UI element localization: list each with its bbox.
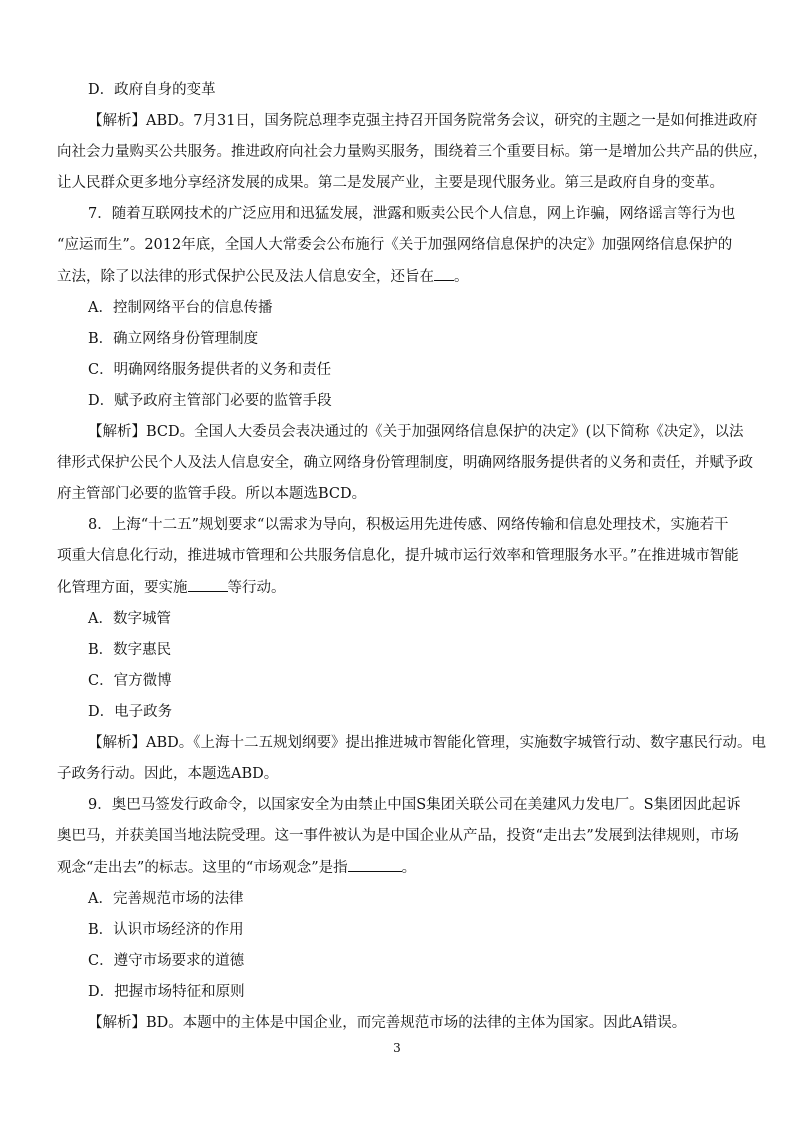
q7-stem-line: “应运而生”。2012年底，全国人大常委会公布施行《关于加强网络信息保护的决定》加强网络信息保护的 xyxy=(57,237,733,253)
q7-stem-line xyxy=(57,266,747,287)
q8-stem-line: 8．上海“十二五”规划要求“以需求为导向，积极运用先进传感、网络传输和信息处理技术，实施若干 xyxy=(88,517,729,533)
q9-stem-end: 。 xyxy=(401,860,417,876)
page-number: 3 xyxy=(393,1041,401,1055)
q9-stem-line: 9．奥巴马签发行政命令，以国家安全为由禁止中国S集团关联公司在美建风力发电厂。S集团因此起诉 xyxy=(88,797,741,813)
q7-stem-line: 7．随着互联网技术的广泛应用和迅猛发展，泄露和贩卖公民个人信息，网上诈骗，网络谣言等行为也 xyxy=(88,206,736,222)
q9-stem-text: 观念“走出去”的标志。这里的“市场观念”是指 xyxy=(57,860,348,876)
q8-option-c: C．官方微博 xyxy=(88,673,172,689)
q6-option-d: D．政府自身的变革 xyxy=(88,82,216,98)
q8-analysis-line: 子政务行动。因此，本题选ABD。 xyxy=(57,766,279,782)
q9-option-a: A．完善规范市场的法律 xyxy=(88,891,244,907)
answer-blank xyxy=(348,857,402,872)
q7-option-a: A．控制网络平台的信息传播 xyxy=(88,300,273,316)
q7-stem-end: 。 xyxy=(454,269,469,285)
q6-analysis-line: 让人民群众更多地分享经济发展的成果。第二是发展产业，主要是现代服务业。第三是政府自身的变革。 xyxy=(57,175,724,191)
q6-analysis-line: 向社会力量购买公共服务。推进政府向社会力量购买服务，围绕着三个重要目标。第一是增加公共产品的供应， xyxy=(57,144,768,160)
q6-analysis-line: 【解析】ABD。7月31日，国务院总理李克强主持召开国务院常务会议，研究的主题之一是如何推进政府 xyxy=(88,113,758,129)
q9-stem-line xyxy=(57,857,747,878)
answer-blank xyxy=(434,266,454,281)
q8-option-d: D．电子政务 xyxy=(88,704,173,720)
q8-stem-end: 等行动。 xyxy=(227,580,286,596)
q7-analysis-line: 府主管部门必要的监管手段。所以本题选BCD。 xyxy=(57,486,367,502)
q8-stem-line xyxy=(57,577,747,598)
q7-option-b: B．确立网络身份管理制度 xyxy=(88,331,259,347)
q7-analysis-line: 律形式保护公民个人及法人信息安全，确立网络身份管理制度，明确网络服务提供者的义务和责任，并赋予政 xyxy=(57,455,753,471)
q7-option-c: C．明确网络服务提供者的义务和责任 xyxy=(88,362,332,378)
q8-stem-line: 项重大信息化行动，推进城市管理和公共服务信息化，提升城市运行效率和管理服务水平。”在推进城市智能 xyxy=(57,548,739,564)
q7-option-d: D．赋予政府主管部门必要的监管手段 xyxy=(88,393,332,409)
q9-stem-line: 奥巴马，并获美国当地法院受理。这一事件被认为是中国企业从产品，投资“走出去”发展到法律规则，市场 xyxy=(57,828,739,844)
q8-stem-text: 化管理方面，要实施 xyxy=(57,580,188,596)
q9-option-d: D．把握市场特征和原则 xyxy=(88,984,245,1000)
q9-option-b: B．认识市场经济的作用 xyxy=(88,922,244,938)
q9-analysis-line: 【解析】BD。本题中的主体是中国企业，而完善规范市场的法律的主体为国家。因此A错误。 xyxy=(88,1015,687,1031)
q8-analysis-line: 【解析】ABD。《上海十二五规划纲要》提出推进城市智能化管理，实施数字城管行动、数字惠民行动。电 xyxy=(88,735,766,751)
q8-option-b: B．数字惠民 xyxy=(88,642,172,658)
q7-stem-text: 立法，除了以法律的形式保护公民及法人信息安全，还旨在 xyxy=(57,269,434,285)
q7-analysis-line: 【解析】BCD。全国人大委员会表决通过的《关于加强网络信息保护的决定》(以下简称《决定》，以法 xyxy=(88,424,744,440)
q9-option-c: C．遵守市场要求的道德 xyxy=(88,953,245,969)
answer-blank xyxy=(188,577,228,592)
q8-option-a: A．数字城管 xyxy=(88,611,171,627)
